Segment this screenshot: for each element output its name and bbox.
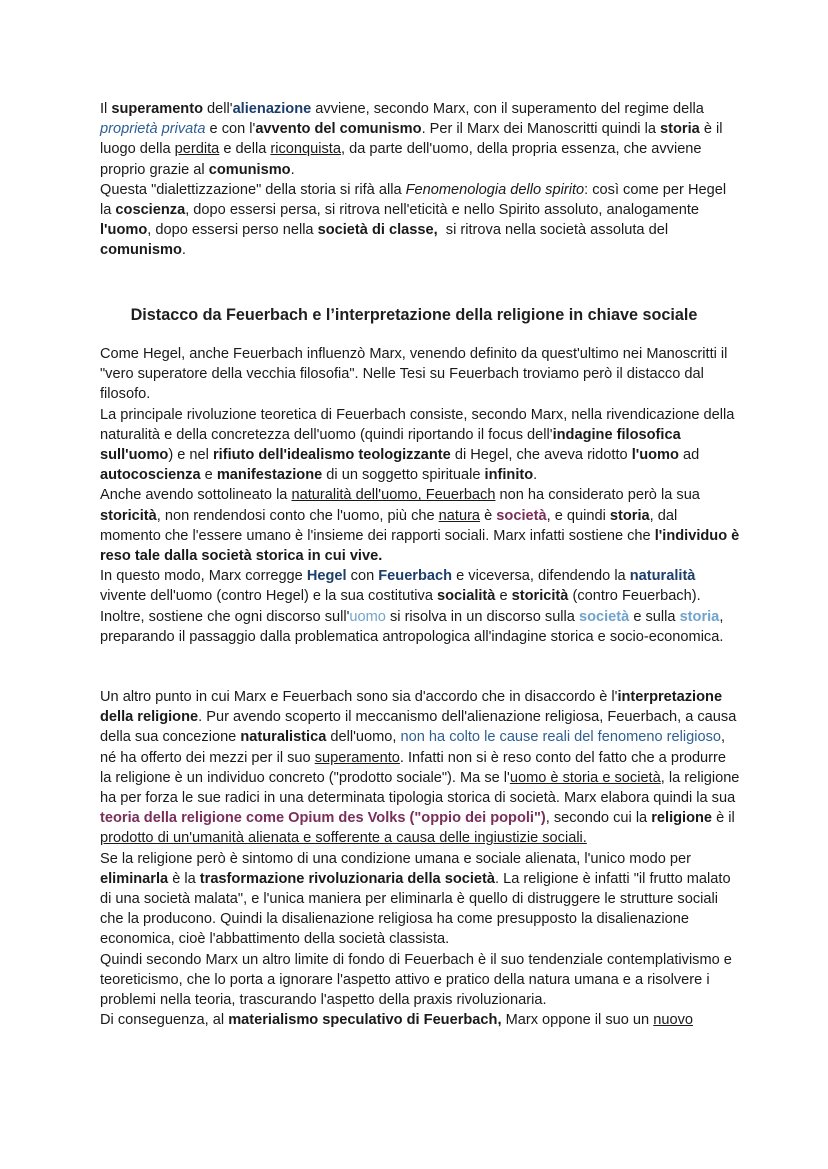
text-run: e della xyxy=(219,141,271,158)
text-run: dell'uomo, xyxy=(326,729,401,746)
text-run: Fenomenologia dello spirito xyxy=(405,181,585,198)
text-run: è xyxy=(480,507,497,524)
text-run: In questo modo, Marx corregge xyxy=(100,568,303,585)
text-run: manifestazione xyxy=(216,467,323,484)
text-run: ) e nel xyxy=(168,447,213,464)
text-run: è il luogo della xyxy=(100,121,727,158)
section-heading: Distacco da Feuerbach e l’interpretazione della religione in chiave sociale xyxy=(130,306,698,324)
text-run: e sulla xyxy=(629,608,680,625)
text-run: : così come per Hegel la xyxy=(100,181,731,219)
paragraph-feuerbach xyxy=(100,344,744,647)
text-run: , da parte dell'uomo, della propria essenza, che avviene proprio grazie al xyxy=(100,141,706,178)
text-run: con xyxy=(346,568,379,585)
text-run: alienazione xyxy=(232,101,312,117)
text-run: si ritrova nella società assoluta del xyxy=(437,222,673,239)
text-run: vivente dell'uomo (contro Hegel) e la sua costitutiva xyxy=(100,568,700,605)
text-run: Un altro punto in cui Marx e Feuerbach sono sia d'accordo che in disaccordo è l' xyxy=(100,689,618,705)
text-run: riconquista xyxy=(270,141,341,158)
text-run: rifiuto dell'idealismo teologizzante xyxy=(212,447,451,464)
text-run: Se la religione però è sintomo di una condizione umana e sociale alienata, l'unico modo per xyxy=(100,850,691,867)
text-run: superamento xyxy=(314,749,400,766)
text-run: storia xyxy=(609,507,650,524)
text-run: naturalità xyxy=(629,568,696,585)
text-run: religione xyxy=(651,810,713,827)
text-run: autocoscienza xyxy=(100,467,201,484)
text-run: . xyxy=(181,242,186,259)
text-run: indagine filosofica sull'uomo xyxy=(100,426,685,464)
text-run: perdita xyxy=(174,141,220,158)
text-run: naturalità dell'uomo, Feuerbach xyxy=(291,487,496,504)
text-run: materialismo speculativo di Feuerbach, xyxy=(228,1012,502,1029)
text-run: è la xyxy=(168,870,200,887)
text-run: storicità xyxy=(100,507,157,524)
text-run: , secondo cui la xyxy=(545,810,652,827)
text-run: interpretazione della religione xyxy=(100,689,727,726)
text-run: e xyxy=(495,588,512,605)
text-run: l'uomo xyxy=(100,222,148,239)
text-run: , né ha offerto dei mezzi per il suo xyxy=(100,729,730,766)
text-run: uomo xyxy=(349,608,386,625)
text-run: società xyxy=(496,507,547,524)
text-run: di Hegel, che aveva ridotto xyxy=(450,447,632,464)
text-run: di un soggetto spirituale xyxy=(322,467,485,484)
text-run: (contro Feuerbach). Inoltre, sostiene che ogni discorso sull' xyxy=(100,588,701,625)
text-run: storia xyxy=(660,121,700,138)
paragraph-religion xyxy=(100,687,744,1030)
text-run: storia xyxy=(679,608,720,625)
text-run: l'uomo xyxy=(631,447,679,464)
paragraph-alienation xyxy=(100,99,740,261)
text-run: natura xyxy=(438,507,481,524)
text-run: . Questa "dialettizzazione" della storia si rifà alla xyxy=(100,161,402,198)
text-run: società di classe, xyxy=(317,222,438,239)
text-run: , non rendendosi conto che l'uomo, più che xyxy=(156,507,439,524)
text-run: . Anche avendo sottolineato la xyxy=(100,467,538,504)
text-run: . Infatti non si è reso conto del fatto che a produrre la religione è un individuo concreto ("prodotto sociale"). Ma se l' xyxy=(100,749,731,786)
text-run: , dopo essersi persa, si ritrova nell'eticità e nello Spirito assoluto, analogamente xyxy=(185,202,704,219)
text-run: Feuerbach xyxy=(378,568,453,585)
text-run: naturalistica xyxy=(240,729,327,746)
text-run: storicità xyxy=(511,588,569,605)
text-run: . La religione è infatti "il frutto malato di una società malata", e l'unica maniera per eliminarla è quello di distruggere le strutture sociali che la producono. Quindi la disalienazione religiosa ha come presupposto la disalienazione economica, cioè l'abbattimento della società classista. Quindi secondo Marx un altro limite di fondo di Feuerbach è il suo tendenziale contemplativismo e teoreticismo, che lo porta a ignorare l'aspetto attivo e pratico della natura umana e a risolvere i problemi nella teoria, trascurando l'aspetto della praxis rivoluzionaria. Di conseguenza, al xyxy=(100,870,732,1029)
text-run: non ha considerato però la sua xyxy=(495,487,704,504)
text-run: , la religione ha per forza le sue radici in una determinata tipologia storica di società. Marx elabora quindi la sua xyxy=(100,769,744,807)
text-run: dell' xyxy=(203,101,233,117)
text-run: avvento del comunismo xyxy=(255,121,422,138)
text-run: , dopo essersi perso nella xyxy=(147,222,318,239)
text-run: e viceversa, difendendo la xyxy=(452,568,630,585)
text-run: , dal momento che l'essere umano è l'insieme dei rapporti sociali. Marx infatti sostiene che xyxy=(100,507,682,544)
text-run: . Per il Marx dei Manoscritti quindi la xyxy=(421,121,661,138)
text-run: nuovo xyxy=(653,1012,693,1029)
text-run: avviene, secondo Marx, con il superamento del regime della xyxy=(311,101,708,117)
text-run: teoria della religione come Opium des Volks ("oppio dei popoli") xyxy=(100,810,546,827)
text-run: società xyxy=(578,608,630,625)
text-run: socialità xyxy=(437,588,496,605)
text-run: , e quindi xyxy=(546,507,610,524)
text-run: è il xyxy=(712,810,739,827)
text-run: coscienza xyxy=(115,202,186,219)
text-run: Marx oppone il suo un xyxy=(501,1012,654,1029)
text-run: comunismo xyxy=(208,161,291,178)
text-run: Il xyxy=(100,101,112,117)
text-run: . Pur avendo scoperto il meccanismo dell'alienazione religiosa, Feuerbach, a causa della sua concezione xyxy=(100,709,741,746)
text-run: trasformazione rivoluzionaria della società xyxy=(199,870,495,887)
text-run: l'individuo è reso tale dalla società storica in cui vive. xyxy=(100,527,744,565)
text-run: e xyxy=(200,467,217,484)
text-run: si risolva in un discorso sulla xyxy=(385,608,579,625)
text-run: proprietà privata xyxy=(100,121,206,138)
text-run: eliminarla xyxy=(100,870,169,887)
text-run: comunismo xyxy=(100,242,182,259)
text-run: uomo è storia e società xyxy=(509,769,661,786)
text-run: Come Hegel, anche Feuerbach influenzò Marx, venendo definito da quest'ultimo nei Manoscritti il "vero superatore della vecchia filosofia". Nelle Tesi su Feuerbach troviamo però il distacco dal filosofo. La principale rivoluzione teoretica di Feuerbach consiste, secondo Marx, nella rivendicazione della naturalità e della concretezza dell'uomo (quindi riportando il focus dell' xyxy=(100,346,735,443)
text-run: prodotto di un'umanità alienata e sofferente a causa delle ingiustizie sociali. xyxy=(100,830,587,847)
text-run: e con l' xyxy=(205,121,256,138)
text-run: non ha colto le cause reali del fenomeno religioso xyxy=(400,729,721,746)
text-run: Hegel xyxy=(306,568,347,585)
text-run: , preparando il passaggio dalla problematica antropologica all'indagine storica e socio-economica. xyxy=(100,608,728,645)
text-run: ad xyxy=(678,447,704,464)
text-run: superamento xyxy=(111,101,203,117)
text-run: infinito xyxy=(484,467,534,484)
